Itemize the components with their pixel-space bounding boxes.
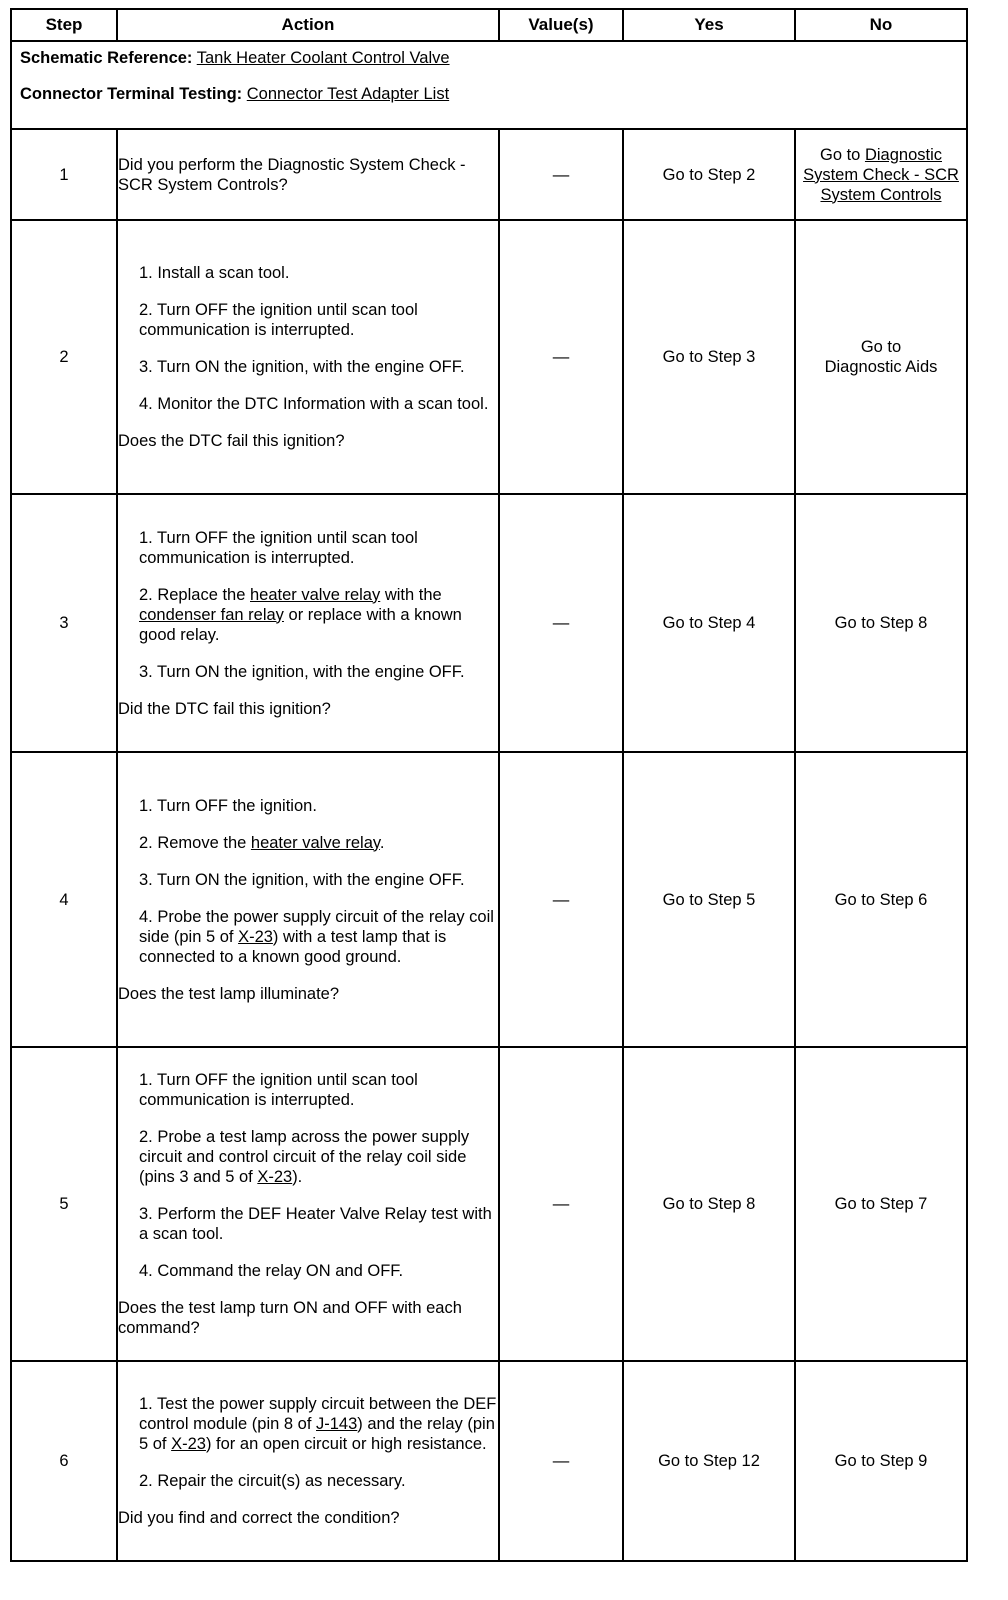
action-step: 1. Turn OFF the ignition. (139, 796, 317, 815)
action-step: 2. Turn OFF the ignition until scan tool communication is interrupted. (139, 301, 418, 339)
x-23-link[interactable]: X-23 (257, 1168, 293, 1186)
action-step-text: 4. Probe the power supply circuit of the relay coil side (pin 5 of (139, 907, 494, 946)
action-step: 1. Turn OFF the ignition until scan tool communication is interrupted. (139, 528, 418, 567)
reference-row (11, 41, 967, 129)
header-action: Action (117, 9, 499, 41)
no-prefix: Go to (820, 145, 861, 164)
action-step-text: ). (292, 1168, 303, 1186)
table-row-step-4 (11, 752, 967, 1047)
no-cell[interactable]: Go to Step 7 (795, 1047, 967, 1361)
yes-cell[interactable]: Go to Step 3 (623, 220, 795, 494)
connector-reference-label: Connector Terminal Testing: (20, 85, 243, 103)
action-step-text: 2. Remove the (139, 833, 251, 852)
action-step (139, 833, 498, 853)
action-cell (117, 494, 499, 752)
no-cell[interactable] (795, 220, 967, 494)
action-step: 3. Turn ON the ignition, with the engine OFF. (139, 870, 465, 889)
action-step-text: with the (380, 585, 442, 604)
value-cell: — (499, 129, 623, 220)
action-step (139, 1127, 498, 1187)
heater-valve-relay-link[interactable]: heater valve relay (250, 833, 380, 852)
action-step: 3. Turn ON the ignition, with the engine OFF. (139, 662, 465, 681)
value-cell: — (499, 494, 623, 752)
yes-cell[interactable]: Go to Step 12 (623, 1361, 795, 1561)
action-step (139, 907, 498, 967)
no-line-2: Diagnostic Aids (824, 358, 938, 376)
connector-reference-link[interactable]: Connector Test Adapter List (246, 85, 450, 103)
action-step: 2. Repair the circuit(s) as necessary. (139, 1472, 406, 1490)
action-cell (117, 129, 499, 220)
connector-reference (20, 84, 958, 104)
action-step: 3. Turn ON the ignition, with the engine OFF. (139, 358, 465, 376)
action-step: 3. Perform the DEF Heater Valve Relay test with a scan tool. (139, 1205, 492, 1243)
action-steps (118, 1070, 498, 1281)
action-steps (118, 796, 498, 967)
yes-cell[interactable]: Go to Step 4 (623, 494, 795, 752)
condenser-fan-relay-link[interactable]: condenser fan relay (139, 605, 284, 624)
heater-valve-relay-link[interactable]: heater valve relay (250, 585, 381, 604)
action-step-text: or replace with a known good relay. (139, 605, 462, 644)
value-cell: — (499, 220, 623, 494)
action-step-text: 2. Probe a test lamp across the power supply circuit and control circuit of the relay coil side (pins 3 and 5 of (139, 1128, 470, 1186)
action-step-text: ) with a test lamp that is connected to a known good ground. (139, 927, 447, 966)
schematic-reference (20, 48, 958, 68)
action-question: Did the DTC fail this ignition? (118, 699, 331, 718)
step-number: 4 (11, 752, 117, 1047)
schematic-reference-link[interactable]: Tank Heater Coolant Control Valve (196, 49, 450, 67)
x-23-link[interactable]: X-23 (238, 927, 273, 946)
action-cell (117, 1361, 499, 1561)
action-step-text: 1. Test the power supply circuit between the DEF control module (pin 8 of (139, 1395, 497, 1433)
j-143-link[interactable]: J-143 (316, 1415, 358, 1433)
header-step: Step (11, 9, 117, 41)
no-line-1: Go to (860, 338, 902, 356)
header-row (11, 9, 967, 41)
header-values: Value(s) (499, 9, 623, 41)
action-step-text: . (379, 833, 385, 852)
action-question: Did you find and correct the condition? (118, 1509, 400, 1527)
action-question: Does the test lamp illuminate? (118, 984, 340, 1003)
action-question: Did you perform the Diagnostic System Check - SCR System Controls? (118, 155, 466, 194)
action-step-text: ) for an open circuit or high resistance. (205, 1435, 487, 1453)
action-step (139, 585, 498, 645)
no-cell[interactable]: Go to Step 9 (795, 1361, 967, 1561)
x-23-link[interactable]: X-23 (171, 1435, 206, 1453)
no-cell (795, 129, 967, 220)
table-row-step-6 (11, 1361, 967, 1561)
diagnostic-table (10, 8, 968, 1562)
step-number: 2 (11, 220, 117, 494)
no-cell[interactable]: Go to Step 8 (795, 494, 967, 752)
step-number: 1 (11, 129, 117, 220)
action-cell (117, 220, 499, 494)
action-step: 1. Turn OFF the ignition until scan tool communication is interrupted. (139, 1071, 418, 1109)
table-row-step-2 (11, 220, 967, 494)
action-steps (118, 528, 498, 682)
diagnostic-system-check-link[interactable]: Diagnostic System Check - SCR System Controls (803, 145, 959, 204)
table-row-step-1 (11, 129, 967, 220)
step-number: 3 (11, 494, 117, 752)
schematic-reference-label: Schematic Reference: (20, 49, 193, 67)
yes-cell[interactable]: Go to Step 8 (623, 1047, 795, 1361)
action-question: Does the DTC fail this ignition? (118, 432, 345, 450)
action-step (139, 1394, 498, 1454)
action-step-text: ) and the relay (pin 5 of (139, 1415, 495, 1453)
action-question: Does the test lamp turn ON and OFF with each command? (118, 1299, 462, 1337)
action-steps (118, 1394, 498, 1491)
step-number: 5 (11, 1047, 117, 1361)
action-cell (117, 1047, 499, 1361)
action-step: 4. Monitor the DTC Information with a scan tool. (139, 395, 489, 413)
yes-cell[interactable]: Go to Step 2 (623, 129, 795, 220)
action-step-text: 2. Replace the (139, 585, 250, 604)
action-steps (118, 263, 498, 414)
header-no: No (795, 9, 967, 41)
value-cell: — (499, 1047, 623, 1361)
action-step: 1. Install a scan tool. (139, 264, 290, 282)
value-cell: — (499, 752, 623, 1047)
table-row-step-5 (11, 1047, 967, 1361)
header-yes: Yes (623, 9, 795, 41)
action-step: 4. Command the relay ON and OFF. (139, 1262, 404, 1280)
table-row-step-3 (11, 494, 967, 752)
reference-cell (11, 41, 967, 129)
yes-cell[interactable]: Go to Step 5 (623, 752, 795, 1047)
no-cell[interactable]: Go to Step 6 (795, 752, 967, 1047)
step-number: 6 (11, 1361, 117, 1561)
action-cell (117, 752, 499, 1047)
value-cell: — (499, 1361, 623, 1561)
